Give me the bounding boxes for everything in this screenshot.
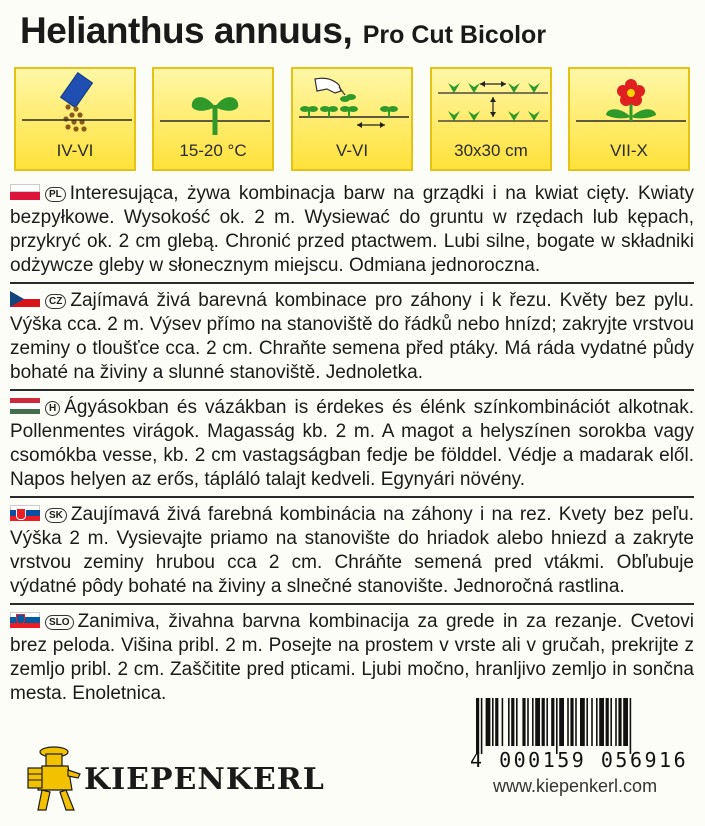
barcode-bar (586, 698, 588, 746)
language-code: PL (45, 187, 66, 202)
barcode-bar (618, 698, 621, 746)
description-cz (10, 287, 694, 391)
temperature-icon-box (152, 67, 274, 171)
sowing-icon-box (14, 67, 136, 171)
latin-name: Helianthus annuus, (20, 10, 353, 51)
barcode-bar (476, 698, 479, 754)
spacing-icon-box (430, 67, 552, 171)
website-link[interactable]: www.kiepenkerl.com (493, 776, 658, 796)
barcode-bar (508, 698, 510, 746)
planting-out-icon (293, 69, 415, 139)
hungary-flag (10, 398, 40, 414)
barcode-bar (495, 698, 498, 746)
barcode-bar (615, 698, 617, 746)
barcode-bar (542, 698, 545, 746)
spacing-label: 30x30 cm (454, 141, 528, 160)
barcode-bar (502, 698, 504, 746)
poland-flag (10, 184, 40, 200)
barcode-bar (575, 698, 577, 746)
language-code: CZ (45, 294, 66, 309)
product-title (20, 10, 546, 52)
barcode-bar (567, 698, 569, 746)
barcode-bar (610, 698, 612, 746)
slovenia-flag (10, 612, 40, 628)
barcode-bar (596, 698, 598, 746)
spacing-icon (432, 69, 554, 139)
barcode-bar (559, 698, 564, 746)
barcode-number: 4 000159 056916 (470, 748, 689, 772)
language-code: H (45, 401, 60, 416)
flowering-icon-box (568, 67, 690, 171)
description-text: Interesująca, żywa kombinacja barw na grządki i na kwiat cięty. Kwiaty bezpyłkowe. Wysokość ok. 2 m. Wysiewać do gruntu w rzędach lub kępach, przykryć ok. 2 cm glebą. Chronić przed ptactwem. Lubi silne, bogate w składniki odżywcze gleby w słonecznym miejscu. Odmiana jednoroczna. (10, 183, 694, 276)
sowing-period-label: IV-VI (56, 141, 94, 160)
czech-flag (10, 291, 40, 307)
description-text: Zaujímavá živá farebná kombinácia na záhony i na rez. Kvety bez peľu. Výška 2 m. Vysievajte priamo na stanovište do hriadok alebo hniezd a zakryte vrstvou zeminy hrubou cca 2 cm. Chráňte semená pred vtákmi. Obľubuje výdatné pôdy bohaté na živiny a slnečné stanovište. Jednoročná rastlina. (10, 504, 694, 597)
barcode-bar (527, 698, 529, 746)
description-text: Zanimiva, živahna barvna kombinacija za grede in za rezanje. Cvetovi brez peloda. Višina pribl. 2 m. Posejte na prostem v vrste ali v gručah, prekrijte z zemljo pribl. 2 cm. Zaščitite pred pticami. Ljubi močno, hranljivo zemljo in sončna mesta. Enoletnica. (10, 611, 694, 704)
barcode-bar (532, 698, 534, 746)
sowing-packet-icon (16, 69, 138, 139)
planting-period-label: V-VI (335, 141, 369, 160)
variety-name: Pro Cut Bicolor (362, 21, 547, 49)
flowering-icon (570, 69, 692, 139)
description-h (10, 394, 694, 498)
barcode-bar (599, 698, 604, 746)
barcode-bar (570, 698, 573, 746)
barcode-bar (522, 698, 525, 746)
growing-info-icons (14, 67, 690, 171)
barcode-bar (630, 698, 632, 754)
description-text: Zajímavá živá barevná kombinace pro záhony i k řezu. Květy bez pylu. Výška cca. 2 m. Výsev přímo na stanoviště do řádků nebo hnízd; zakryjte vrstvou zeminy o tloušťce cca. 2 cm. Chraňte semena před ptáky. Má ráda vydatné půdy bohaté na živiny a slunné stanoviště. Jednoletka. (10, 290, 694, 383)
barcode-bar (623, 698, 628, 746)
language-code: SLO (45, 615, 74, 630)
barcode-bar (535, 698, 540, 746)
barcode-bar (511, 698, 514, 746)
barcode-bar (546, 698, 548, 746)
barcode-bar (481, 698, 483, 754)
barcode-bar (591, 698, 593, 746)
language-code: SK (45, 508, 67, 523)
barcode-bar (492, 698, 494, 746)
barcode-bar (486, 698, 491, 746)
brand-name: KIEPENKERL (84, 762, 325, 797)
description-sk (10, 501, 694, 605)
flowering-period-label: VII-X (610, 141, 648, 160)
barcode-bar (556, 698, 558, 754)
temperature-label: 15-20 °C (179, 141, 247, 160)
planting-icon-box (291, 67, 413, 171)
germination-temperature-icon (154, 69, 276, 139)
slovakia-flag (10, 505, 40, 521)
barcode-bar (580, 698, 585, 746)
barcode-bar (551, 698, 554, 746)
description-pl (10, 180, 694, 284)
description-text: Ágyásokban és vázákban is érdekes és élénk színkombinációt alkotnak. Pollenmentes virágok. Magasság kb. 2 m. A magot a helyszínen sorokba vagy csomókba vesse, kb. 2 cm vastagságban fedje be földdel. Védje a madarak elől. Napos helyen az erős, tápláló talajt kedveli. Egynyári növény. (10, 397, 694, 490)
barcode-bar (606, 698, 609, 746)
description-slo (10, 608, 694, 710)
language-descriptions (10, 180, 694, 713)
barcode-bar (516, 698, 518, 746)
